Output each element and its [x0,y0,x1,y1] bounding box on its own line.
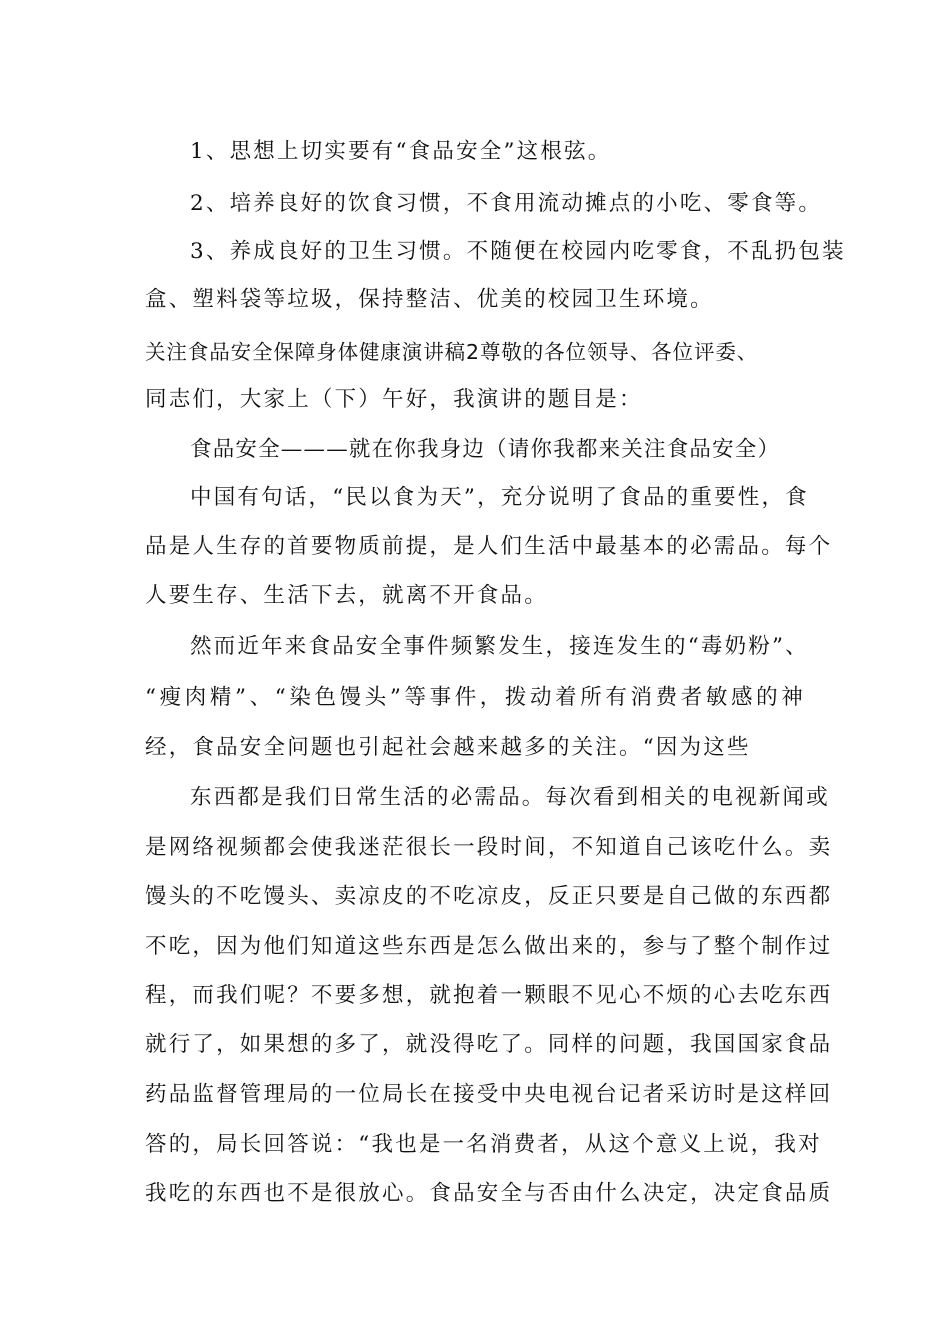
text-line-4: 盒、塑料袋等垃圾，保持整洁、优美的校园卫生环境。 [145,287,714,312]
text-line-6: 同志们，大家上（下）午好，我演讲的题目是： [145,387,643,412]
text-line-17: 不吃，因为他们知道这些东西是怎么做出来的，参与了整个制作过 [145,934,833,959]
text-line-8: 中国有句话，“民以食为天”，充分说明了食品的重要性，食 [190,485,809,510]
text-line-9: 品是人生存的首要物质前提，是人们生活中最基本的必需品。每个 [145,534,833,559]
text-line-10: 人要生存、生活下去，就离不开食品。 [145,583,548,608]
text-line-14: 东西都是我们日常生活的必需品。每次看到相关的电视新闻或 [190,785,830,810]
text-line-19: 就行了，如果想的多了，就没得吃了。同样的问题，我国国家食品 [145,1032,833,1057]
text-line-18: 程，而我们呢？不要多想，就抱着一颗眼不见心不烦的心去吃东西 [145,983,833,1008]
text-line-7: 食品安全———就在你我身边（请你我都来关注食品安全） [190,437,781,462]
text-line-22: 我吃的东西也不是很放心。食品安全与否由什么决定，决定食品质 [145,1181,833,1206]
text-line-11: 然而近年来食品安全事件频繁发生，接连发生的“毒奶粉”、 [190,634,809,659]
text-line-21: 答的，局长回答说：“我也是一名消费者，从这个意义上说，我对 [145,1132,822,1157]
text-line-5: 关注食品安全保障身体健康演讲稿2尊敬的各位领导、各位评委、 [145,340,759,364]
text-line-15: 是网络视频都会使我迷茫很长一段时间，不知道自己该吃什么。卖 [145,835,833,860]
text-line-3: 3、养成良好的卫生习惯。不随便在校园内吃零食，不乱扔包装 [190,239,846,264]
text-line-20: 药品监督管理局的一位局长在接受中央电视台记者采访时是这样回 [145,1082,833,1107]
text-line-16: 馒头的不吃馒头、卖凉皮的不吃凉皮，反正只要是自己做的东西都 [145,884,833,909]
text-line-1: 1、思想上切实要有“食品安全”这根弦。 [190,139,612,164]
text-line-12: “瘦肉精”、“染色馒头”等事件，拨动着所有消费者敏感的神 [145,685,805,710]
text-line-13: 经，食品安全问题也引起社会越来越多的关注。“因为这些 [145,735,751,760]
text-line-2: 2、培养良好的饮食习惯，不食用流动摊点的小吃、零食等。 [190,191,823,216]
